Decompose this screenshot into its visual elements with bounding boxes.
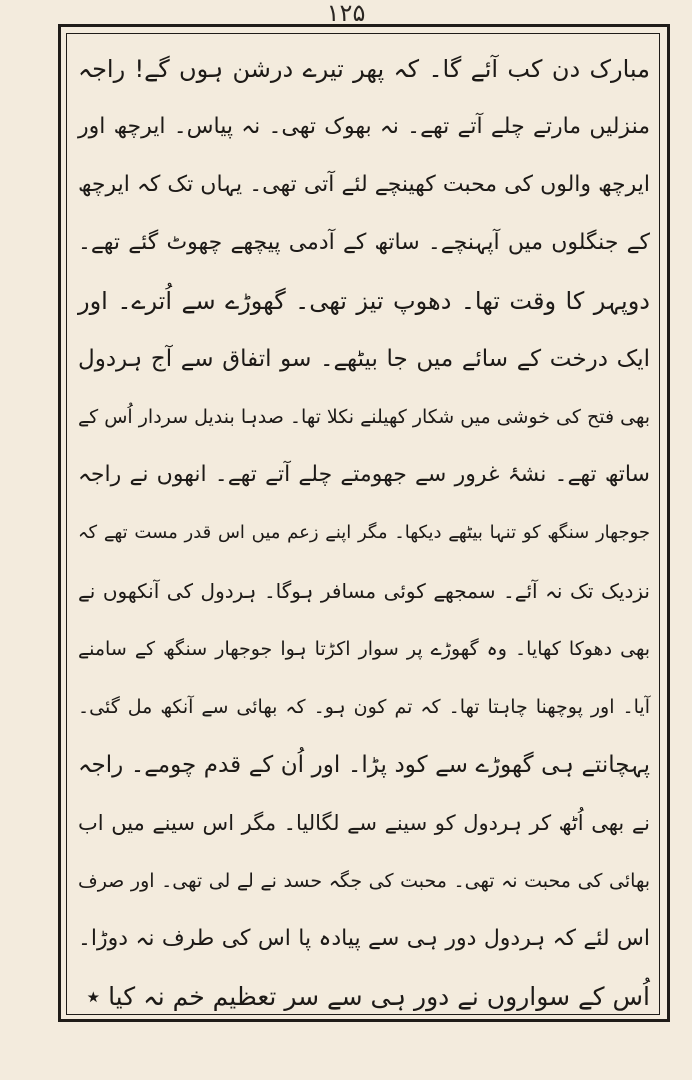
text-line: بھی فتح کی خوشی میں شکار کھیلنے نکلا تھا۔ صدہا بندیل سردار اُس کے [78,406,650,428]
text-line: اس لئے کہ ہردول دور ہی سے پیادہ پا اس کی طرف نہ دوڑا۔ [78,926,650,951]
text-line: جوجھار سنگھ کو تنہا بیٹھے دیکھا۔ مگر اپنے زعم میں اس قدر مست تھے کہ [78,522,650,543]
text-line: پہچانتے ہی گھوڑے سے کود پڑا۔ اور اُن کے قدم چومے۔ راجہ [78,752,650,778]
text-line: بھی دھوکا کھایا۔ وہ گھوڑے پر سوار اکڑتا ہوا جوجھار سنگھ کے سامنے [78,638,650,660]
text-line: نزدیک تک نہ آئے۔ سمجھے کوئی مسافر ہوگا۔ ہردول کی آنکھوں نے [78,579,650,603]
text-line: نے بھی اُٹھ کر ہردول کو سینے سے لگالیا۔ مگر اس سینے میں اب [78,811,650,835]
text-line: ایک درخت کے سائے میں جا بیٹھے۔ سو اتفاق سے آج ہردول [78,346,650,372]
text-line: ساتھ تھے۔ نشۂ غرور سے جھومتے چلے آتے تھے۔ انھوں نے راجہ [78,462,650,487]
text-line: اُس کے سواروں نے دور ہی سے سر تعظیم خم نہ کیا ٭ [86,982,650,1011]
page-number: ۱۲۵ [326,0,366,27]
text-line: منزلیں مارتے چلے آتے تھے۔ نہ بھوک تھی۔ نہ پیاس۔ ایرچھ اور [78,114,650,139]
text-line: مبارک دن کب آئے گا۔ کہ پھر تیرے درشن ہوں گے! راجہ [78,55,650,83]
text-body [78,40,650,1011]
text-line: آیا۔ اور پوچھنا چاہتا تھا۔ کہ تم کون ہو۔ کہ بھائی سے آنکھ مل گئی۔ [78,696,650,718]
text-line: دوپہر کا وقت تھا۔ دھوپ تیز تھی۔ گھوڑے سے اُترے۔ اور [78,287,650,315]
text-line: کے جنگلوں میں آپہنچے۔ ساتھ کے آدمی پیچھے چھوٹ گئے تھے۔ [78,230,650,255]
text-line: بھائی کی محبت نہ تھی۔ محبت کی جگہ حسد نے لے لی تھی۔ اور صرف [78,870,650,892]
text-line: ایرچھ والوں کی محبت کھینچے لئے آتی تھی۔ یہاں تک کہ ایرچھ [78,172,650,197]
